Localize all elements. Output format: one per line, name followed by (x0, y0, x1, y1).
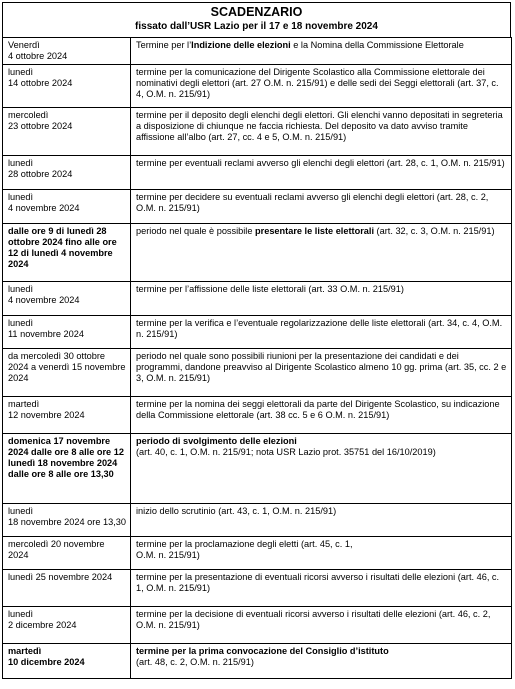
date-cell (3, 397, 131, 434)
description-cell: termine per la presentazione di eventuali ricorsi avverso i risultati delle elezioni (art. 46, c. 1, O.M. n. 215/91) (131, 570, 512, 607)
description-cell: termine per decidere su eventuali reclami avverso gli elenchi degli elettori (art. 28, c. 2, O.M. n. 215/91) (131, 190, 512, 224)
date-line: lunedì (8, 192, 34, 202)
table-row (3, 316, 512, 349)
date-cell (3, 607, 131, 644)
date-cell (3, 38, 131, 65)
date-line: lunedì (8, 318, 34, 328)
date-cell (3, 65, 131, 108)
table-row (3, 349, 512, 397)
description-text: e la Nomina della Commissione Elettorale (290, 40, 464, 50)
date-line: 11 novembre 2024 (8, 329, 84, 339)
date-line: 12 novembre 2024 (8, 410, 85, 420)
description-cell: termine per il deposito degli elenchi degli elettori. Gli elenchi vanno depositati in segreteria a disposizione di chiunque ne faccia richiesta. Del deposito va dato avviso tramite affissione all’albo (art. 27, cc. 4 e 5, O.M. n. 215/91) (131, 108, 512, 156)
table-row (3, 190, 512, 224)
document-title: SCADENZARIO (210, 5, 303, 19)
table-row (3, 38, 512, 65)
description-highlight: termine per la prima convocazione del Consiglio d’istituto (136, 646, 389, 656)
date-line: 2 dicembre 2024 (8, 620, 77, 630)
date-line: 4 novembre 2024 (8, 203, 80, 213)
date-line: lunedì (8, 67, 34, 77)
date-line: 23 ottobre 2024 (8, 121, 73, 131)
description-highlight: presentare le liste elettorali (255, 226, 374, 236)
date-line: mercoledì (8, 110, 49, 120)
description-cell: periodo nel quale sono possibili riunioni per la presentazione dei candidati e dei programmi, dandone preavviso al Dirigente Scolastico almeno 10 gg. prima (art. 35, cc. 2 e 3, O.M. n. 215/91) (131, 349, 512, 397)
description-cell: termine per l’affissione delle liste elettorali (art. 33 O.M. n. 215/91) (131, 282, 512, 316)
description-text: (art. 40, c. 1, O.M. n. 215/91; nota USR Lazio prot. 35751 del 16/10/2019) (136, 447, 436, 457)
description-cell: inizio dello scrutinio (art. 43, c. 1, O.M. n. 215/91) (131, 504, 512, 537)
document-header (2, 2, 511, 38)
table-row (3, 156, 512, 190)
description-highlight: periodo di svolgimento delle elezioni (136, 436, 297, 446)
date-line: lunedì (8, 158, 34, 168)
date-cell: domenica 17 novembre 2024 dalle ore 8 alle ore 12 lunedì 18 novembre 2024 dalle ore 8 alle ore 13,30 (3, 434, 131, 504)
description-highlight: Indizione delle elezioni (191, 40, 291, 50)
date-cell (3, 190, 131, 224)
description-text: (art. 32, c. 3, O.M. n. 215/91) (374, 226, 495, 236)
date-cell (3, 108, 131, 156)
date-cell (3, 316, 131, 349)
date-line: lunedì (8, 506, 34, 516)
table-row (3, 537, 512, 570)
table-row (3, 644, 512, 679)
description-cell (131, 224, 512, 282)
date-cell (3, 156, 131, 190)
date-line: martedì (8, 399, 40, 409)
date-cell (3, 644, 131, 679)
table-row (3, 108, 512, 156)
date-cell: lunedì 25 novembre 2024 (3, 570, 131, 607)
table-row (3, 607, 512, 644)
date-cell (3, 282, 131, 316)
date-line: lunedì (8, 284, 34, 294)
table-row (3, 282, 512, 316)
description-cell: termine per la comunicazione del Dirigente Scolastico alla Commissione elettorale dei nominativi degli elettori (art. 27 O.M. n. 215/91) e delle sedi dei Seggi elettorali (art. 37, c. 4, O.M. n. 215/91) (131, 65, 512, 108)
description-text: O.M. n. 215/91) (136, 550, 200, 560)
date-line: lunedì (8, 609, 34, 619)
description-cell: termine per eventuali reclami avverso gli elenchi degli elettori (art. 28, c. 1, O.M. n. 215/91) (131, 156, 512, 190)
date-cell: dalle ore 9 di lunedì 28 ottobre 2024 fino alle ore 12 di lunedì 4 novembre 2024 (3, 224, 131, 282)
date-cell (3, 504, 131, 537)
date-line: 14 ottobre 2024 (8, 78, 73, 88)
description-cell: termine per la decisione di eventuali ricorsi avverso i risultati delle elezioni (art. 46, c. 2, O.M. n. 215/91) (131, 607, 512, 644)
description-cell: termine per la nomina dei seggi elettorali da parte del Dirigente Scolastico, su indicazione della Commissione elettorale (art. 38 cc. 5 e 6 O.M. n. 215/91) (131, 397, 512, 434)
date-line: Venerdì (8, 40, 40, 50)
date-cell: da mercoledì 30 ottobre 2024 a venerdì 15 novembre 2024 (3, 349, 131, 397)
table-row (3, 65, 512, 108)
description-cell (131, 434, 512, 504)
schedule-table (2, 37, 512, 679)
description-text: (art. 48, c. 2, O.M. n. 215/91) (136, 657, 254, 667)
description-cell (131, 537, 512, 570)
date-line: 4 ottobre 2024 (8, 51, 68, 61)
table-row (3, 434, 512, 504)
description-cell: termine per la verifica e l’eventuale regolarizzazione delle liste elettorali (art. 34, c. 4, O.M. n. 215/91) (131, 316, 512, 349)
date-line: 28 ottobre 2024 (8, 169, 73, 179)
date-line: 10 dicembre 2024 (8, 657, 85, 667)
table-row (3, 504, 512, 537)
description-text: periodo nel quale è possibile (136, 226, 256, 236)
date-cell: mercoledì 20 novembre 2024 (3, 537, 131, 570)
table-row (3, 397, 512, 434)
document-subtitle: fissato dall’USR Lazio per il 17 e 18 novembre 2024 (135, 21, 378, 32)
date-line: 18 novembre 2024 ore 13,30 (8, 517, 126, 527)
description-cell (131, 644, 512, 679)
description-cell (131, 38, 512, 65)
table-row (3, 570, 512, 607)
description-text: termine per la proclamazione degli eletti (art. 45, c. 1, (136, 539, 353, 549)
description-text: Termine per l’ (136, 40, 192, 50)
table-row (3, 224, 512, 282)
date-line: 4 novembre 2024 (8, 295, 80, 305)
date-line: martedì (8, 646, 42, 656)
